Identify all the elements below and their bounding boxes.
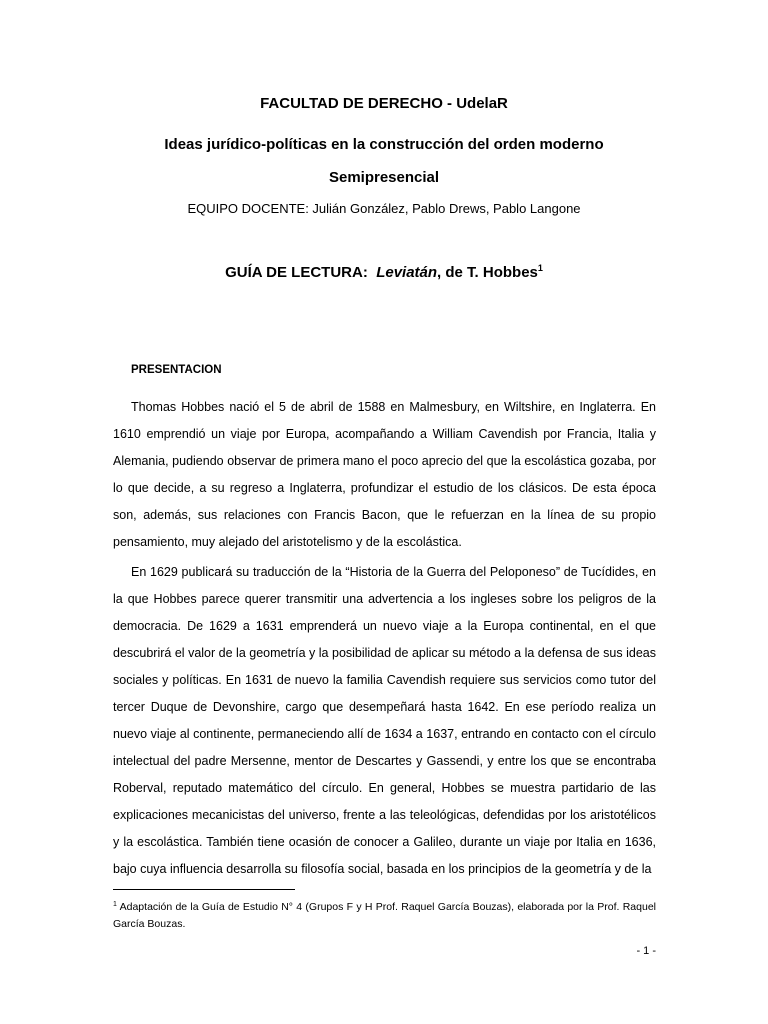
page-number: - 1 - xyxy=(636,945,656,957)
guide-prefix: GUÍA DE LECTURA: xyxy=(225,264,368,281)
footnote-text: Adaptación de la Guía de Estudio N° 4 (Grupos F y H Prof. Raquel García Bouzas), elaborada por la Prof. Raquel García Bouzas. xyxy=(113,901,656,930)
footnote xyxy=(113,896,656,933)
institution-title: FACULTAD DE DERECHO - UdelaR xyxy=(260,95,508,112)
footnote-separator xyxy=(113,889,295,890)
guide-author: , de T. Hobbes xyxy=(437,264,538,281)
guide-work-title: Leviatán xyxy=(376,264,438,281)
paragraph-text: Thomas Hobbes nació el 5 de abril de 1588 en Malmesbury, en Wiltshire, en Inglaterra. En 1610 emprendió un viaje por Europa, acompañando a William Cavendish por Francia, Italia y Alemania, pudiendo observar de primera mano el poco aprecio del que la escolástica gozaba, por lo que decide, a su regreso a Inglaterra, profundizar el estudio de los clásicos. De esta época son, además, sus relaciones con Francis Bacon, que le refuerzan en la línea de su propio pensamiento, muy alejado del aristotelismo y de la escolástica. xyxy=(113,400,656,549)
body-paragraph xyxy=(113,559,656,883)
course-title: Ideas jurídico-políticas en la construcción del orden moderno xyxy=(164,136,604,153)
section-heading: PRESENTACION xyxy=(131,364,222,376)
paragraph-text: En 1629 publicará su traducción de la “Historia de la Guerra del Peloponeso” de Tucídides, en la que Hobbes parece querer transmitir una advertencia a los ingleses sobre los peligros de la democracia. De 1629 a 1631 emprenderá un nuevo viaje a la Europa continental, en el que descubrirá el valor de la geometría y la posibilidad de aplicar su método a la defensa de sus ideas sociales y políticas. En 1631 de nuevo la familia Cavendish requiere sus servicios como tutor del tercer Duque de Devonshire, cargo que desempeñará hasta 1642. En ese período realiza un nuevo viaje al continente, permaneciendo allí de 1634 a 1637, entrando en contacto con el círculo intelectual del padre Mersenne, mentor de Descartes y Gassendi, y entre los que se encontraba Roberval, reputado matemático del círculo. En general, Hobbes se muestra partidario de las explicaciones mecanicistas del universo, frente a las teleológicas, defendidas por los aristotélicos y la escolástica. También tiene ocasión de conocer a Galileo, durante un viaje por Italia en 1636, bajo cuya influencia desarrolla su filosofía social, basada en los principios de la geometría y de la xyxy=(113,565,656,876)
footnote-reference[interactable]: 1 xyxy=(537,263,543,273)
footnote-marker: 1 xyxy=(113,901,117,908)
reading-guide-title xyxy=(0,263,768,281)
body-paragraph xyxy=(113,394,656,556)
teaching-team: EQUIPO DOCENTE: Julián González, Pablo Drews, Pablo Langone xyxy=(187,201,581,216)
course-modality: Semipresencial xyxy=(328,169,440,186)
